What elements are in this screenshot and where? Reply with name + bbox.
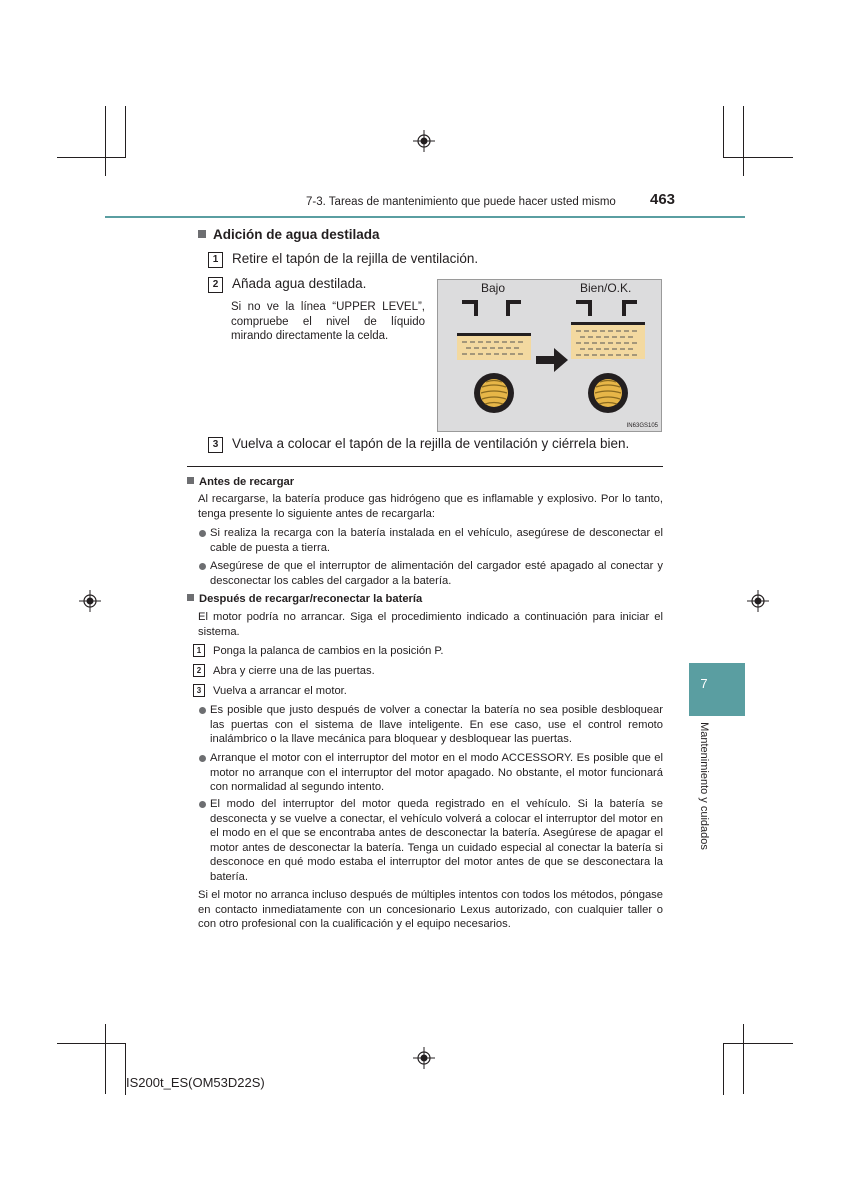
bullet-dot-icon [199,563,206,570]
label-low: Bajo [481,281,506,295]
crop-mark [743,1024,744,1094]
bullet-dot-icon [199,530,206,537]
step-2 [208,276,366,293]
subsection-heading-text: Después de recargar/reconectar la batería [199,593,423,605]
step-text: Ponga la palanca de cambios en la posición P. [213,645,444,657]
step-text: Retire el tapón de la rejilla de ventilación. [232,251,479,266]
crop-mark [125,106,126,158]
cell-ok-diagram [571,302,645,359]
step-number: 2 [193,664,205,677]
registration-mark-icon [79,590,101,612]
crop-mark [723,1043,793,1044]
bullet-item [210,526,663,555]
cap-low-icon [474,373,514,413]
bullet-dot-icon [199,707,206,714]
step-3 [208,436,629,453]
crop-mark [723,106,724,158]
figure-code: IN63GS105 [626,423,658,429]
step-number: 3 [208,437,223,453]
bullet-item [210,797,663,884]
crop-mark [57,1043,126,1044]
cap-ok-icon [588,373,628,413]
step-1 [208,251,478,268]
registration-mark-icon [413,130,435,152]
closing-paragraph: Si el motor no arranca incluso después de múltiples intentos con todos los métodos, póngase en contacto inmediatamente con un concesionario Lexus autorizado, con cualquier taller o con otro profesional con la cualificación y el equipo necesarios. [198,889,663,930]
bullet-item [210,559,663,588]
step-number: 3 [193,684,205,697]
bullet-dot-icon [199,755,206,762]
crop-mark [57,157,126,158]
section-heading-text: Adición de agua destilada [213,227,380,242]
section-heading [198,227,380,242]
square-bullet-icon [198,230,206,238]
bullet-text: Arranque el motor con el interruptor del motor en el modo ACCESSORY. Es posible que el motor no arranque con el interruptor del motor apagado. No obstante, el motor funcionará con normalidad al segundo intento. [210,752,663,793]
step-text: Vuelva a colocar el tapón de la rejilla de ventilación y ciérrela bien. [232,436,630,451]
bullet-dot-icon [199,801,206,808]
step-number: 1 [193,644,205,657]
paragraph: El motor podría no arrancar. Siga el procedimiento indicado a continuación para iniciar el sistema. [198,611,663,638]
numbered-step [193,684,347,699]
crop-mark [105,1024,106,1094]
crop-mark [743,106,744,176]
step-number: 2 [208,277,223,293]
document-code: IS200t_ES(OM53D22S) [126,1075,265,1090]
crop-mark [723,157,793,158]
step-number: 1 [208,252,223,268]
arrow-right-icon [536,348,568,372]
bullet-text: Es posible que justo después de volver a conectar la batería no sea posible desbloquear las puertas con el sistema de llave inteligente. En ese caso, use el control remoto inalámbrico o la llave mecánica para bloquear y desbloquear las puertas. [210,704,663,745]
step-text: Añada agua destilada. [232,276,367,291]
chapter-number: 7 [700,676,708,691]
page-number: 463 [650,191,676,208]
bullet-item [210,703,663,747]
registration-mark-icon [413,1047,435,1069]
subsection-heading [187,475,294,490]
cell-low-diagram [457,302,531,360]
bullet-text: El modo del interruptor del motor queda registrado en el vehículo. Si la batería se desconecta y se vuelve a conectar, el vehículo volverá a colocar el interruptor del motor en el modo en el que se encontraba antes de desconectar la batería. Asegúrese de apagar el motor antes de desconectar la batería. Tenga un cuidado especial al conectar la batería si desconoce en qué modo estaba el interruptor del motor antes de que se desconectara la batería. [210,798,663,883]
step-text: Vuelva a arrancar el motor. [213,685,347,697]
step-note: Si no ve la línea “UPPER LEVEL”, compruebe el nivel de líquido mirando directamente la celda. [231,301,425,342]
section-divider [187,466,663,467]
subsection-heading [187,592,422,607]
crop-mark [723,1043,724,1095]
square-bullet-icon [187,594,194,601]
registration-mark-icon [747,590,769,612]
running-header: 7-3. Tareas de mantenimiento que puede hacer usted mismo [306,196,616,208]
numbered-step [193,644,444,659]
square-bullet-icon [187,477,194,484]
paragraph: Al recargarse, la batería produce gas hidrógeno que es inflamable y explosivo. Por lo tanto, tenga presente lo siguiente antes de recargarla: [198,493,663,520]
bullet-text: Si realiza la recarga con la batería instalada en el vehículo, asegúrese de desconectar el cable de puesta a tierra. [210,527,663,554]
distilled-water-illustration [437,279,662,432]
numbered-step [193,664,375,679]
bullet-item [210,751,663,795]
subsection-heading-text: Antes de recargar [199,476,295,488]
chapter-label: Mantenimiento y cuidados [698,722,710,850]
crop-mark [105,106,106,176]
battery-cell-diagram [438,280,661,431]
bullet-text: Asegúrese de que el interruptor de alimentación del cargador esté apagado al conectar y desconectar los cables del cargador a la batería. [210,560,663,587]
header-rule [105,216,745,218]
label-ok: Bien/O.K. [580,281,632,295]
step-text: Abra y cierre una de las puertas. [213,665,375,677]
